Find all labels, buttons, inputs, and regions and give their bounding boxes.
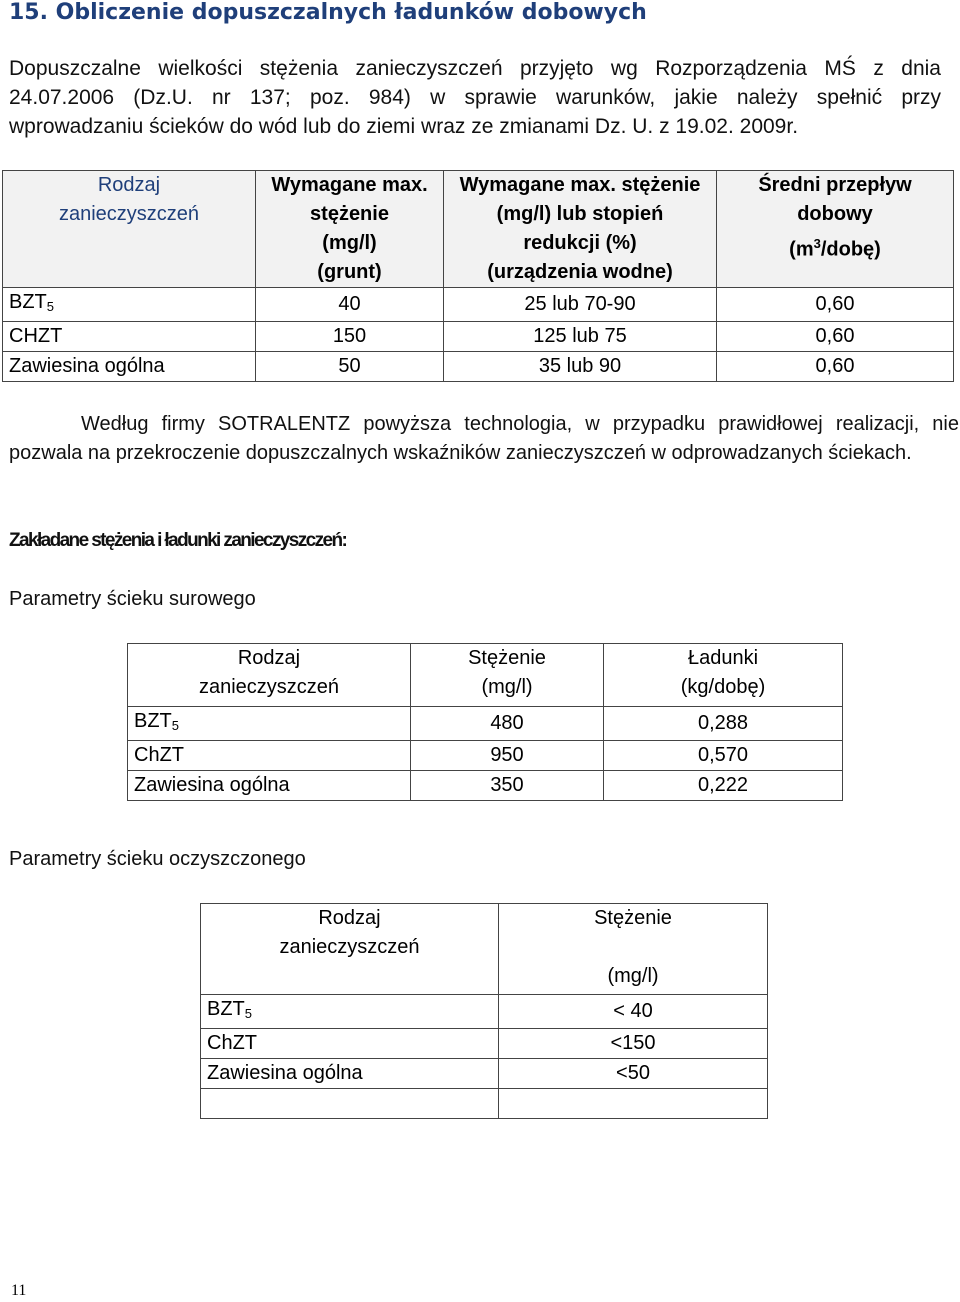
intro-line: wprowadzaniu ścieków do wód lub do ziemi wraz ze zmianami Dz. U. z 19.02. 2009r. <box>9 115 799 138</box>
table-row: Zawiesina ogólna 350 0,222 <box>128 771 843 801</box>
table-row: ChZT <150 <box>201 1029 768 1059</box>
intro-paragraph <box>9 54 941 141</box>
page-number: 11 <box>11 1282 27 1299</box>
limits-table <box>2 170 954 382</box>
intro-line: Dopuszczalne wielkości stężenia zanieczyszczeń przyjęto wg Rozporządzenia MŚ z dnia <box>9 57 941 80</box>
page-title: 15. Obliczenie dopuszczalnych ładunków dobowych <box>9 0 647 25</box>
sotralentz-paragraph: Według firmy SOTRALENTZ powyższa technologia, w przypadku prawidłowej realizacji, nie pozwala na przekroczenie dopuszczalnych wskaźników zanieczyszczeń w odprowadzanych ściekach. <box>9 413 959 464</box>
table-row: Zawiesina ogólna <50 <box>201 1059 768 1089</box>
table-row: $BZT_5$ 40 25 lub 70-90 0,60 <box>3 288 954 322</box>
table-row: CHZT 150 125 lub 75 0,60 <box>3 322 954 352</box>
col-header-flow: Średni przepływ dobowy $(m^3/dobę)$ <box>717 171 954 288</box>
table-row: Zawiesina ogólna 50 35 lub 90 0,60 <box>3 352 954 382</box>
table-header-row: Rodzaj zanieczyszczeń Stężenie (mg/l) <box>201 904 768 995</box>
loads-heading: Zakładane stężenia i ładunki zanieczyszczeń: <box>9 530 347 551</box>
col-header-ground: Wymagane max. stężenie (mg/l) (grunt) <box>256 171 444 288</box>
raw-sewage-table <box>127 643 843 801</box>
table-row: $BZT_5$ < 40 <box>201 995 768 1029</box>
raw-section-title: Parametry ścieku surowego <box>9 588 256 610</box>
table-header-row: Rodzaj zanieczyszczeń Stężenie (mg/l) Ładunki (kg/dobę) <box>128 644 843 707</box>
table-row: ChZT 950 0,570 <box>128 741 843 771</box>
col-header-type: Rodzaj zanieczyszczeń <box>3 171 256 288</box>
col-header-water: Wymagane max. stężenie (mg/l) lub stopień redukcji (%) (urządzenia wodne) <box>444 171 717 288</box>
table-row: $BZT_5$ 480 0,288 <box>128 707 843 741</box>
treated-sewage-table <box>200 903 768 1119</box>
clean-section-title: Parametry ścieku oczyszczonego <box>9 848 306 870</box>
intro-line: 24.07.2006 (Dz.U. nr 137; poz. 984) w sprawie warunków, jakie należy spełnić przy <box>9 86 941 109</box>
table-header-row <box>3 171 954 288</box>
table-row-empty <box>201 1089 768 1119</box>
